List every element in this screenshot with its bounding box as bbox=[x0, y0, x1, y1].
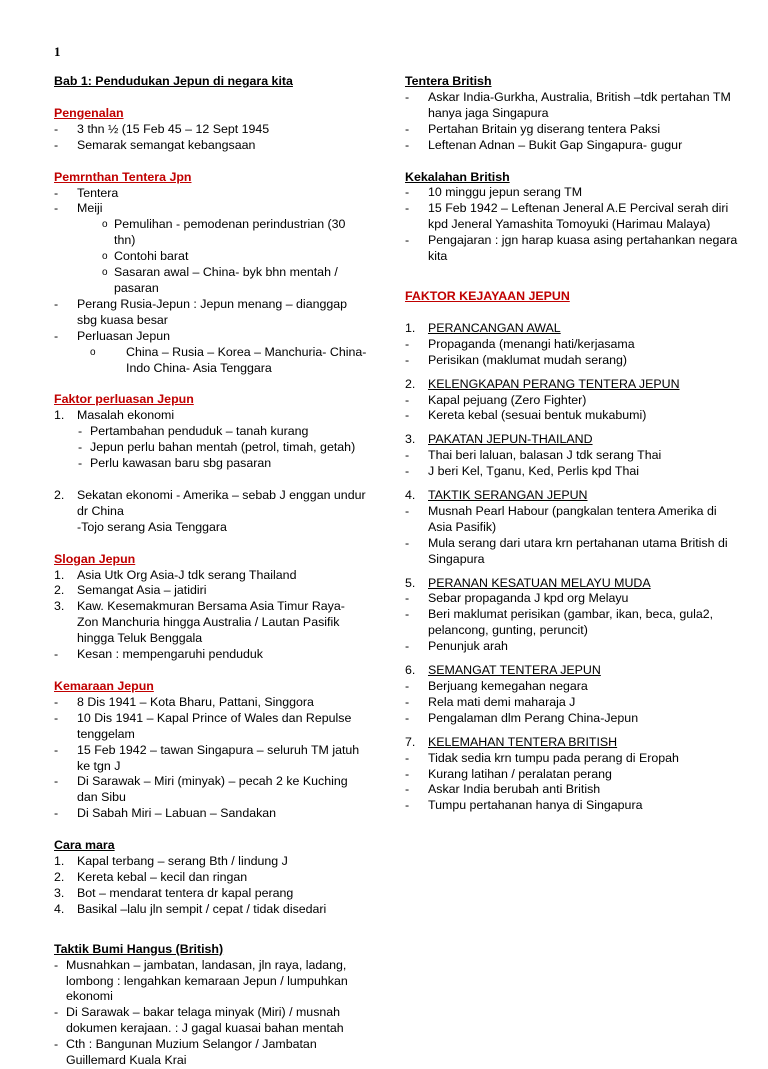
page-number: 1 bbox=[54, 44, 61, 59]
list-item: - Musnahkan – jambatan, landasan, jln raya, ladang, lombong : lengahkan kemaraan Jepun / lumpuhkan ekonomi bbox=[54, 957, 348, 1004]
list-item: - Di Sarawak – Miri (minyak) – pecah 2 ke Kuching dan Sibu bbox=[54, 774, 348, 805]
dash-marker: - bbox=[405, 710, 410, 725]
list-item: - Kapal pejuang (Zero Fighter) bbox=[405, 392, 587, 407]
dash-marker: - bbox=[405, 233, 410, 248]
list-item: - Perisikan (maklumat mudah serang) bbox=[405, 352, 628, 367]
kekalahan-heading: Kekalahan British bbox=[405, 169, 510, 184]
list-item: - Perluasan Jepun bbox=[54, 328, 170, 343]
list-item: - Leftenan Adnan – Bukit Gap Singapura- gugur bbox=[405, 137, 683, 152]
list-item: - J beri Kel, Tganu, Ked, Perlis kpd Thai bbox=[405, 464, 639, 479]
kejayaan-section-title: 6. SEMANGAT TENTERA JEPUN bbox=[405, 663, 601, 678]
dash-marker: - bbox=[405, 798, 410, 813]
dash-marker: - bbox=[405, 352, 410, 367]
dash-marker: - bbox=[54, 1005, 59, 1020]
dash-marker: - bbox=[54, 694, 59, 709]
kejayaan-section-title: 5. PERANAN KESATUAN MELAYU MUDA bbox=[405, 575, 651, 590]
section-spacer bbox=[405, 727, 743, 735]
right-column bbox=[405, 74, 743, 814]
list-item: o Contohi barat bbox=[102, 249, 189, 264]
dash-marker: - bbox=[405, 607, 410, 622]
dash-marker: - bbox=[78, 424, 83, 439]
dash-marker: - bbox=[54, 1037, 59, 1052]
list-item: - Mula serang dari utara krn pertahanan utama British di Singapura bbox=[405, 535, 728, 566]
list-item: - Penunjuk arah bbox=[405, 639, 508, 654]
dash-marker: - bbox=[405, 201, 410, 216]
kemaraan-heading: Kemaraan Jepun bbox=[54, 679, 154, 693]
dash-marker: - bbox=[405, 336, 410, 351]
dash-marker: - bbox=[405, 750, 410, 765]
section-spacer bbox=[405, 424, 743, 432]
pemerintahan-heading: Pemrnthan Tentera Jpn bbox=[54, 169, 192, 184]
list-item: - Berjuang kemegahan negara bbox=[405, 679, 588, 693]
circle-bullet-icon: o bbox=[90, 346, 96, 358]
dash-marker: - bbox=[405, 535, 410, 550]
list-item: o Pemulihan - pemodenan perindustrian (30 thn) bbox=[102, 217, 346, 248]
list-item: - Kereta kebal (sesuai bentuk mukabumi) bbox=[405, 408, 647, 423]
dash-marker: - bbox=[405, 639, 410, 654]
list-item: - Askar India berubah anti British bbox=[405, 782, 601, 797]
list-item: - Pengalaman dlm Perang China-Jepun bbox=[405, 710, 639, 725]
list-item: - Di Sabah Miri – Labuan – Sandakan bbox=[54, 806, 277, 821]
dash-marker: - bbox=[405, 185, 410, 200]
dash-marker: - bbox=[54, 185, 59, 200]
dash-marker: - bbox=[405, 408, 410, 423]
circle-bullet-icon: o bbox=[102, 267, 108, 279]
left-column bbox=[54, 74, 368, 1069]
list-item: 3. Kaw. Kesemakmuran Bersama Asia Timur Raya- Zon Manchuria hingga Australia / Lautan Pasifik hingga Teluk Benggala bbox=[54, 599, 345, 646]
dash-marker: - bbox=[405, 392, 410, 407]
list-item: - Kesan : mempengaruhi penduduk bbox=[54, 647, 263, 662]
pengenalan-heading: Pengenalan bbox=[54, 105, 124, 120]
taktik-bumi-heading: Taktik Bumi Hangus (British) bbox=[54, 941, 224, 956]
dash-marker: - bbox=[405, 464, 410, 479]
dash-marker: - bbox=[54, 647, 59, 662]
list-item-continuation: -Tojo serang Asia Tenggara bbox=[77, 519, 227, 534]
list-item: 2. Kereta kebal – kecil dan ringan bbox=[54, 869, 248, 884]
cara-mara-heading: Cara mara bbox=[54, 838, 115, 853]
kejayaan-section-title: 4. TAKTIK SERANGAN JEPUN bbox=[405, 488, 588, 503]
dash-marker: - bbox=[54, 201, 59, 216]
dash-marker: - bbox=[54, 774, 59, 789]
kejayaan-section-title: 7. KELEMAHAN TENTERA BRITISH bbox=[405, 734, 618, 749]
tentera-british-heading: Tentera British bbox=[405, 74, 492, 88]
list-item: - Tumpu pertahanan hanya di Singapura bbox=[405, 798, 643, 813]
list-item: - Jepun perlu bahan mentah (petrol, timah, getah) bbox=[78, 440, 356, 455]
list-item: 1. Kapal terbang – serang Bth / lindung J bbox=[54, 854, 288, 869]
section-spacer bbox=[405, 655, 743, 663]
dash-marker: - bbox=[405, 89, 410, 104]
list-item: - Sebar propaganda J kpd org Melayu bbox=[405, 591, 629, 606]
list-item: - Beri maklumat perisikan (gambar, ikan, beca, gula2, pelancong, gunting, peruncit) bbox=[405, 607, 714, 638]
list-item: - 15 Feb 1942 – Leftenan Jeneral A.E Percival serah diri kpd Jeneral Yamashita Tomoyuki (Harimau Malaya) bbox=[405, 201, 729, 232]
list-item: - Semarak semangat kebangsaan bbox=[54, 137, 256, 152]
kejayaan-section-title: 3. PAKATAN JEPUN-THAILAND bbox=[405, 432, 593, 447]
list-item: 2. Semangat Asia – jatidiri bbox=[54, 583, 207, 598]
list-item: - Pengajaran : jgn harap kuasa asing pertahankan negara kita bbox=[405, 233, 738, 264]
dash-marker: - bbox=[54, 296, 59, 311]
list-item: - Perlu kawasan baru sbg pasaran bbox=[78, 456, 272, 471]
list-item: - Cth : Bangunan Muzium Selangor / Jambatan Guillemard Kuala Krai bbox=[54, 1037, 317, 1068]
kejayaan-sections bbox=[405, 321, 743, 814]
list-item: - Propaganda (menangi hati/kerjasama bbox=[405, 336, 635, 351]
dash-marker: - bbox=[54, 137, 59, 152]
list-item: 4. Basikal –lalu jln sempit / cepat / tidak disedari bbox=[54, 901, 327, 916]
kejayaan-section-title: 2. KELENGKAPAN PERANG TENTERA JEPUN bbox=[405, 376, 680, 391]
dash-marker: - bbox=[54, 957, 59, 972]
list-item: o Sasaran awal – China- byk bhn mentah / pasaran bbox=[102, 265, 338, 295]
list-item: - 15 Feb 1942 – tawan Singapura – seluruh TM jatuh ke tgn J bbox=[54, 742, 360, 773]
list-item: - Perang Rusia-Jepun : Jepun menang – dianggap sbg kuasa besar bbox=[54, 296, 348, 327]
list-item: - Kurang latihan / peralatan perang bbox=[405, 766, 612, 781]
faktor-perluasan-heading: Faktor perluasan Jepun bbox=[54, 392, 194, 407]
slogan-heading: Slogan Jepun bbox=[54, 551, 136, 566]
list-item: - 8 Dis 1941 – Kota Bharu, Pattani, Singgora bbox=[54, 694, 314, 709]
dash-marker: - bbox=[405, 766, 410, 781]
list-item: - Meiji bbox=[54, 201, 103, 216]
section-spacer bbox=[405, 369, 743, 377]
list-item: - 10 Dis 1941 – Kapal Prince of Wales dan Repulse tenggelam bbox=[54, 710, 352, 741]
list-item: 1. Asia Utk Org Asia-J tdk serang Thailand bbox=[54, 567, 297, 582]
dash-marker: - bbox=[405, 591, 410, 606]
list-item: - 3 thn ½ (15 Feb 45 – 12 Sept 1945 bbox=[54, 121, 270, 136]
dash-marker: - bbox=[54, 710, 59, 725]
section-spacer bbox=[405, 568, 743, 576]
dash-marker: - bbox=[405, 448, 410, 463]
list-item: - Musnah Pearl Habour (pangkalan tentera Amerika di Asia Pasifik) bbox=[405, 503, 717, 534]
faktor-kejayaan-heading: FAKTOR KEJAYAAN JEPUN bbox=[405, 288, 570, 303]
list-item: - Askar India-Gurkha, Australia, British –tdk pertahan TM hanya jaga Singapura bbox=[405, 89, 731, 120]
dash-marker: - bbox=[405, 121, 410, 136]
dash-marker: - bbox=[54, 742, 59, 757]
list-item: 3. Bot – mendarat tentera dr kapal perang bbox=[54, 885, 294, 900]
list-item: - Rela mati demi maharaja J bbox=[405, 694, 576, 709]
list-item: - 10 minggu jepun serang TM bbox=[405, 185, 583, 200]
list-item: - Thai beri laluan, balasan J tdk serang Thai bbox=[405, 448, 662, 463]
list-item: - Di Sarawak – bakar telaga minyak (Miri) / musnah dokumen kerajaan. : J gagal kuasai bahan mentah bbox=[54, 1005, 344, 1036]
dash-marker: - bbox=[405, 679, 410, 693]
dash-marker: - bbox=[405, 782, 410, 797]
list-item: - Tentera bbox=[54, 185, 119, 200]
chapter-title: Bab 1: Pendudukan Jepun di negara kita bbox=[54, 74, 293, 88]
list-item: 1. Masalah ekonomi bbox=[54, 408, 175, 423]
circle-bullet-icon: o bbox=[102, 219, 108, 231]
section-spacer bbox=[405, 480, 743, 488]
dash-marker: - bbox=[405, 503, 410, 518]
list-item: - Pertambahan penduduk – tanah kurang bbox=[78, 424, 309, 439]
dash-marker: - bbox=[54, 121, 59, 136]
circle-bullet-icon: o bbox=[102, 251, 108, 263]
dash-marker: - bbox=[78, 440, 83, 455]
dash-marker: - bbox=[54, 806, 59, 821]
kejayaan-section-title: 1. PERANCANGAN AWAL bbox=[405, 320, 561, 335]
list-item: 2. Sekatan ekonomi - Amerika – sebab J enggan undur dr China bbox=[54, 487, 366, 518]
list-item: o China – Rusia – Korea – Manchuria- China- Indo China- Asia Tenggara bbox=[90, 344, 367, 375]
list-item: - Pertahan Britain yg diserang tentera Paksi bbox=[405, 121, 661, 136]
dash-marker: - bbox=[405, 694, 410, 709]
dash-marker: - bbox=[405, 137, 410, 152]
list-item: - Tidak sedia krn tumpu pada perang di Eropah bbox=[405, 750, 679, 765]
dash-marker: - bbox=[78, 456, 83, 471]
dash-marker: - bbox=[54, 328, 59, 343]
